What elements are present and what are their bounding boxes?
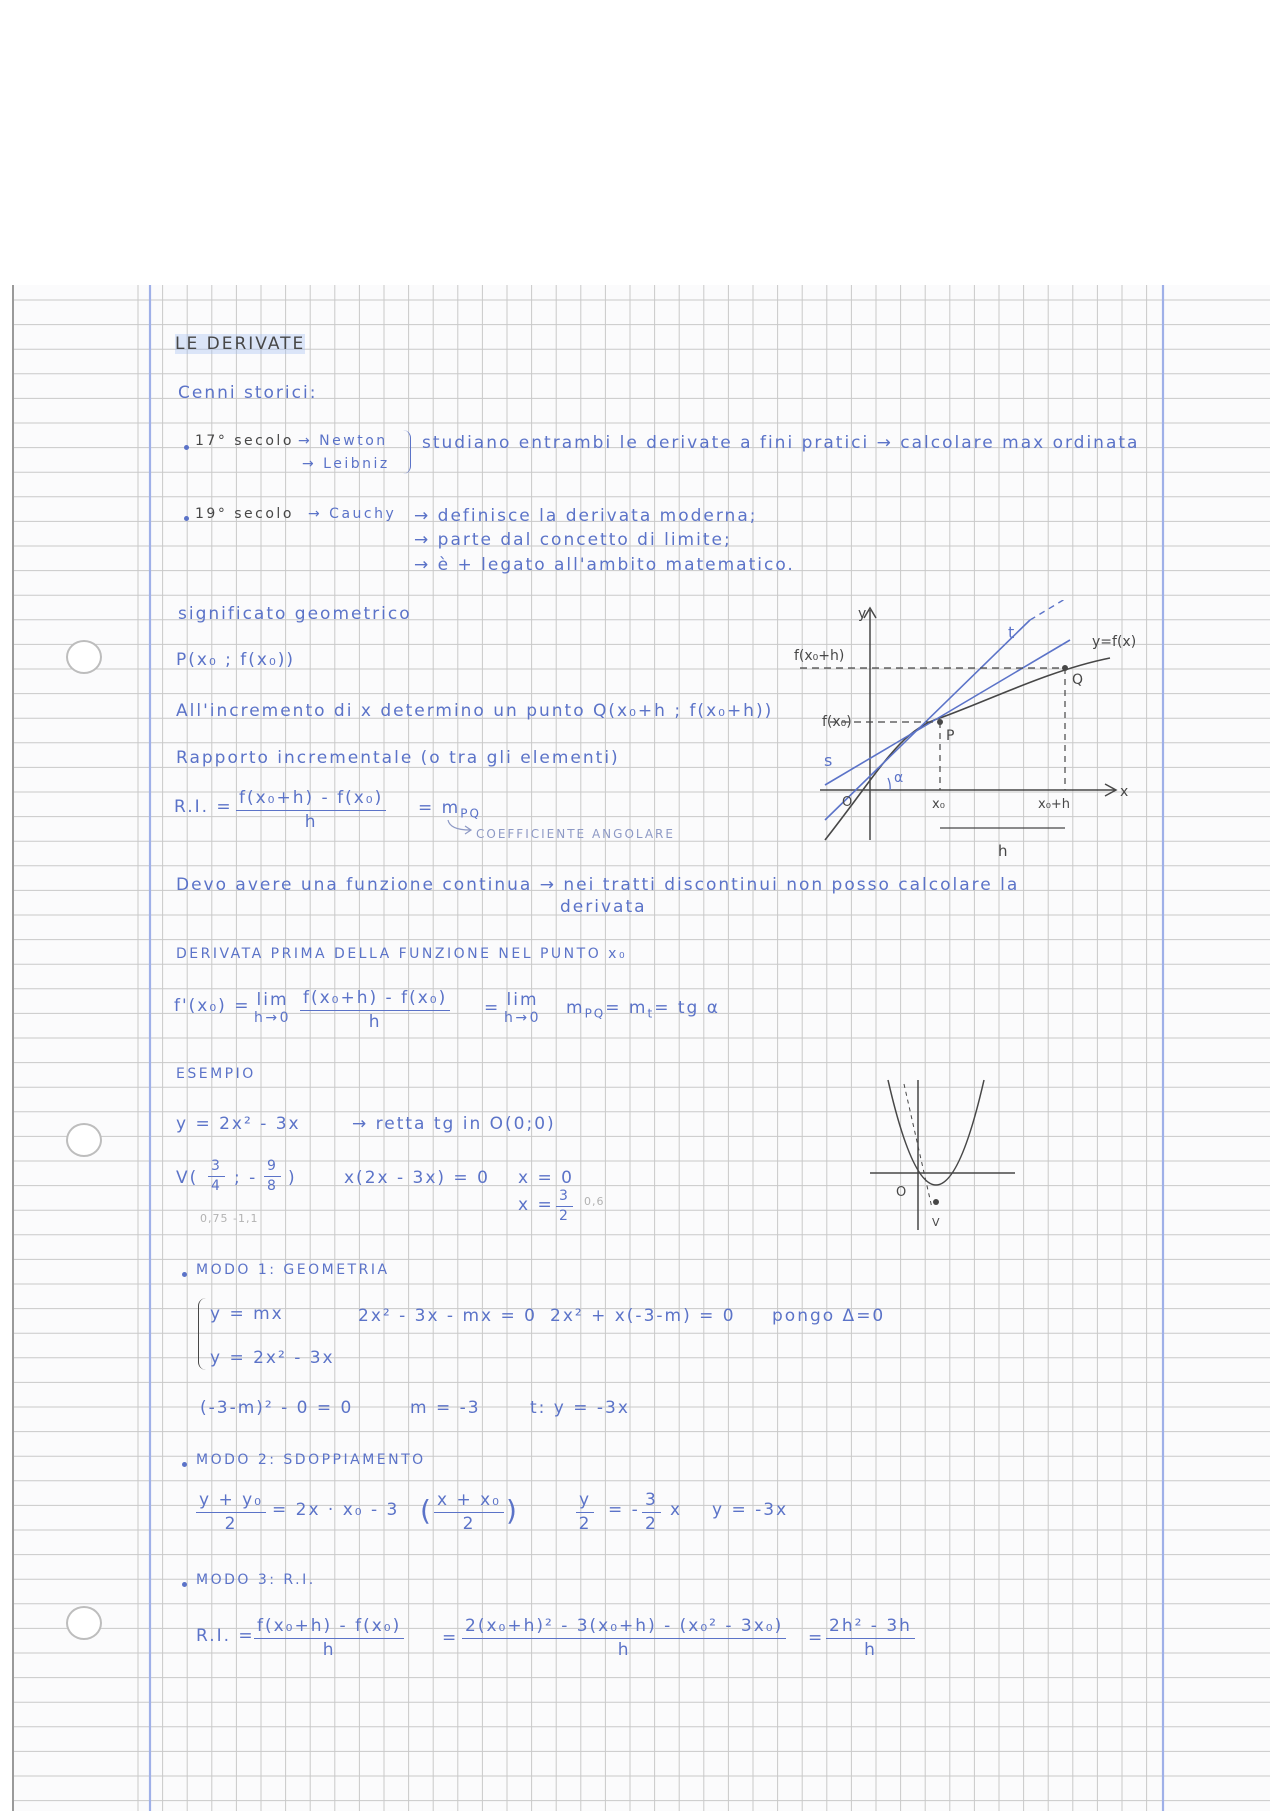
storici-row1-text: studiano entrambi le derivate a fini pratici → calcolare max ordinata xyxy=(422,433,1140,453)
ri-denominator: h xyxy=(304,812,318,832)
vertex-y-den: 8 xyxy=(267,1178,279,1194)
lim-word: lim xyxy=(256,990,289,1010)
graph-y-label: y xyxy=(858,606,867,622)
modo2-frac-3 xyxy=(576,1490,594,1534)
modo2-tail: x xyxy=(670,1500,683,1520)
modo2-frac-1 xyxy=(196,1490,266,1534)
derivata-lhs: f'(x₀) = xyxy=(174,996,251,1016)
parabola-curve xyxy=(888,1080,984,1185)
graph-label-curve: y=f(x) xyxy=(1092,634,1137,650)
continua-line-1: Devo avere una funzione continua → nei tratti discontinui non posso calcolare la xyxy=(176,875,1020,895)
cauchy-item-2: → parte dal concetto di limite; xyxy=(414,530,732,550)
solution-2-num: 3 xyxy=(556,1188,573,1207)
graph-angle-arc xyxy=(888,778,890,790)
binder-hole-bottom xyxy=(66,1606,102,1640)
derivata-denominator: h xyxy=(368,1012,382,1032)
derivata-fraction xyxy=(300,988,450,1032)
solution-2-den: 2 xyxy=(559,1208,571,1224)
modo2-eq: = 2x · x₀ - 3 xyxy=(272,1500,400,1520)
modo2-num-3: y xyxy=(576,1490,594,1513)
bullet xyxy=(182,1462,187,1467)
graph-label-q: Q xyxy=(1072,672,1084,688)
storici-heading: Cenni storici: xyxy=(178,383,318,403)
modo3-den-2: h xyxy=(617,1640,631,1660)
modo1-delta: (-3-m)² - 0 = 0 xyxy=(200,1398,354,1418)
page-title: LE DERIVATE xyxy=(175,334,306,354)
binder-hole-middle xyxy=(66,1123,102,1157)
vertex-x-num: 3 xyxy=(208,1158,225,1177)
system-eq-2: y = 2x² - 3x xyxy=(210,1348,335,1368)
vertex-close: ) xyxy=(288,1168,297,1188)
continua-line-2: derivata xyxy=(560,897,647,917)
derivata-m: m xyxy=(566,998,585,1018)
modo3-frac-2 xyxy=(462,1616,786,1660)
derivata-numerator: f(x₀+h) - f(x₀) xyxy=(300,988,450,1011)
modo1-t: t: y = -3x xyxy=(530,1398,630,1418)
graph-label-fxh: f(x₀+h) xyxy=(794,648,845,664)
derivata-tg: = tg α xyxy=(654,998,720,1018)
graph-label-p: P xyxy=(946,728,955,744)
graph-tangent-extension xyxy=(1030,600,1080,620)
modo3-frac-3 xyxy=(826,1616,915,1660)
storici-19-secolo: 19° secolo xyxy=(195,506,294,522)
coeff-label: COEFFICIENTE ANGOLARE xyxy=(476,827,675,841)
modo2-eq3: = - xyxy=(608,1500,640,1520)
esempio-heading: ESEMPIO xyxy=(176,1066,256,1082)
ri-numerator: f(x₀+h) - f(x₀) xyxy=(236,788,386,811)
modo1-eq-a: 2x² - 3x - mx = 0 xyxy=(358,1306,537,1326)
derivata-lim-2 xyxy=(504,990,541,1026)
lim-sub: h→0 xyxy=(504,1010,542,1026)
graph-label-t: t xyxy=(1008,623,1015,642)
graph-label-s: s xyxy=(824,751,833,770)
brace-storici xyxy=(400,430,411,474)
bullet xyxy=(182,1582,187,1587)
modo3-heading: MODO 3: R.I. xyxy=(196,1572,316,1588)
cauchy-item-3: → è + legato all'ambito matematico. xyxy=(414,555,795,575)
system-eq-1: y = mx xyxy=(210,1304,284,1324)
solution-2-frac xyxy=(556,1188,573,1224)
graph-label-o: O xyxy=(842,795,853,810)
coeff-arrow xyxy=(446,818,476,838)
esempio-function: y = 2x² - 3x xyxy=(176,1114,301,1134)
modo3-num-1: f(x₀+h) - f(x₀) xyxy=(254,1616,404,1639)
vertex-x xyxy=(208,1158,225,1194)
ri-m-sub: PQ xyxy=(460,806,481,821)
modo1-eq-b: 2x² + x(-3-m) = 0 xyxy=(550,1306,736,1326)
incremento-text: All'incremento di x determino un punto Q(x₀+h ; f(x₀+h)) xyxy=(176,701,774,721)
bullet xyxy=(182,1272,187,1277)
lim-sub: h→0 xyxy=(254,1010,292,1026)
graph-label-x0: x₀ xyxy=(932,797,945,812)
modo2-result: y = -3x xyxy=(712,1500,789,1520)
parabola-o-label: O xyxy=(896,1185,907,1200)
modo2-den-3: 2 xyxy=(578,1514,592,1534)
factor-eq: x(2x - 3x) = 0 xyxy=(344,1168,490,1188)
lim-word: lim xyxy=(506,990,539,1010)
modo2-frac-2 xyxy=(434,1490,504,1534)
derivata-eq2: = xyxy=(484,998,501,1018)
parabola-vertex-point xyxy=(933,1199,939,1205)
bullet xyxy=(184,516,189,521)
modo3-eq: = xyxy=(442,1628,459,1648)
tangent-graph xyxy=(780,600,1160,870)
modo2-den-4: 2 xyxy=(645,1514,658,1534)
ri-label: R.I. = xyxy=(174,797,233,817)
modo3-frac-1 xyxy=(254,1616,404,1660)
graph-point-p xyxy=(937,719,943,725)
storici-17-secolo: 17° secolo xyxy=(195,433,294,449)
vertex-y xyxy=(264,1158,281,1194)
ri-m: = m xyxy=(418,798,461,818)
graph-x-label: x xyxy=(1120,784,1129,800)
vertex-open: V( xyxy=(176,1168,199,1188)
geom-heading: significato geometrico xyxy=(178,604,412,624)
modo2-num-2: x + x₀ xyxy=(434,1490,504,1513)
parabola-v-label: V xyxy=(932,1216,940,1229)
parabola-graph xyxy=(860,1070,1020,1250)
point-p: P(x₀ ; f(x₀)) xyxy=(176,650,296,670)
modo2-num-4: 3 xyxy=(642,1490,661,1513)
solution-1: x = 0 xyxy=(518,1168,574,1188)
modo2-den-1: 2 xyxy=(224,1514,238,1534)
binder-hole-top xyxy=(66,640,102,674)
modo1-heading: MODO 1: GEOMETRIA xyxy=(196,1262,390,1278)
derivata-lim-1 xyxy=(254,990,291,1026)
modo3-ri: R.I. = xyxy=(196,1626,255,1646)
graph-curve xyxy=(825,658,1110,840)
modo1-pongo: pongo Δ=0 xyxy=(772,1306,886,1326)
bullet xyxy=(184,445,189,450)
modo3-eq2: = xyxy=(808,1628,825,1648)
derivata-rhs xyxy=(566,998,720,1020)
graph-point-q xyxy=(1062,665,1068,671)
solution-2-tail: 0,6 xyxy=(584,1195,605,1208)
newton: → Newton xyxy=(298,433,388,449)
graph-label-h: h xyxy=(998,842,1008,860)
modo3-num-3: 2h² - 3h xyxy=(826,1616,915,1639)
modo3-den-3: h xyxy=(864,1640,877,1660)
modo3-num-2: 2(x₀+h)² - 3(x₀+h) - (x₀² - 3x₀) xyxy=(462,1616,786,1639)
derivata-heading: DERIVATA PRIMA DELLA FUNZIONE NEL PUNTO x₀ xyxy=(176,946,628,962)
modo2-heading: MODO 2: SDOPPIAMENTO xyxy=(196,1452,426,1468)
cauchy-item-1: → definisce la derivata moderna; xyxy=(414,506,758,526)
rapporto-text: Rapporto incrementale (o tra gli elementi) xyxy=(176,748,620,768)
modo2-paren-open: ( xyxy=(420,1494,431,1527)
graph-label-fx: f(x₀) xyxy=(822,714,852,730)
cauchy: → Cauchy xyxy=(308,506,397,522)
modo3-den-1: h xyxy=(322,1640,336,1660)
modo2-den-2: 2 xyxy=(462,1514,476,1534)
leibniz: → Leibniz xyxy=(302,456,390,472)
ri-fraction xyxy=(236,788,386,832)
derivata-mt-sub: t xyxy=(647,1006,655,1021)
vertex-mid: ; - xyxy=(234,1168,258,1188)
esempio-retta: → retta tg in O(0;0) xyxy=(352,1114,556,1134)
graph-label-x0h: x₀+h xyxy=(1038,797,1071,812)
graph-label-alpha: α xyxy=(894,770,904,786)
solution-2-lhs: x = xyxy=(518,1195,554,1215)
modo2-num-1: y + y₀ xyxy=(196,1490,266,1513)
modo2-paren-close: ) xyxy=(506,1494,517,1527)
derivata-m-sub: PQ xyxy=(584,1006,606,1021)
modo2-frac-4 xyxy=(642,1490,661,1534)
modo1-m: m = -3 xyxy=(410,1398,481,1418)
system-brace xyxy=(198,1298,209,1370)
vertex-y-num: 9 xyxy=(264,1158,281,1177)
graph-secant-s xyxy=(825,640,1070,785)
derivata-mt: = m xyxy=(605,998,648,1018)
vertex-x-den: 4 xyxy=(211,1178,223,1194)
vertex-faint: 0,75 -1,1 xyxy=(200,1212,259,1225)
